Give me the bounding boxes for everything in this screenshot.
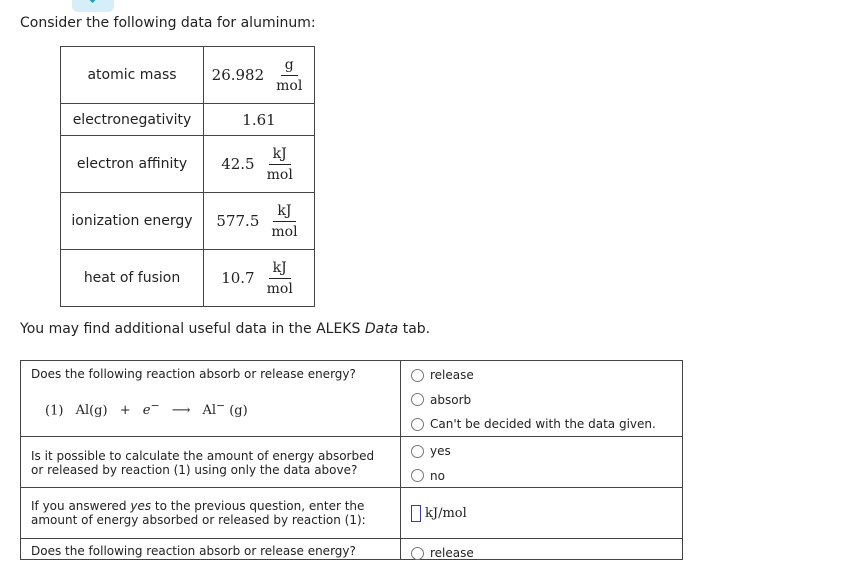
table-row [61,250,315,307]
question-4-options [401,539,682,559]
question-2 [21,437,682,488]
property-name: heat of fusion [61,250,204,307]
unit-fraction [272,57,306,94]
data-tab-link: Data [364,321,399,337]
unit-numerator: kJ [269,146,291,165]
question-1 [21,361,682,437]
option-release[interactable]: release [411,363,672,388]
value-number: 10.7 [221,269,255,287]
unit-numerator: g [281,57,298,76]
option-no[interactable]: no [411,464,672,489]
radio-button[interactable] [411,469,424,482]
unit-fraction [263,260,297,297]
question-2-options [401,437,682,487]
question-2-prompt: Is it possible to calculate the amount of energy absorbed or released by reaction (1) using only the data above? [21,437,401,487]
question-4 [21,539,682,560]
property-value: 1.61 [204,104,315,136]
unit-fraction [263,146,297,183]
properties-table [60,46,315,307]
question-table [20,360,683,560]
property-name: atomic mass [61,47,204,104]
radio-button[interactable] [411,369,424,382]
option-release[interactable]: release [411,541,672,566]
unit-numerator: kJ [273,203,295,222]
intro-text: Consider the following data for aluminum: [20,15,316,31]
question-3-answer [401,488,682,538]
value-number: 42.5 [221,155,255,173]
option-yes[interactable]: yes [411,439,672,464]
property-name: ionization energy [61,193,204,250]
table-row [61,47,315,104]
answer-unit: kJ/mol [425,505,467,521]
unit-denominator: mol [266,280,293,297]
data-tab-note: You may find additional useful data in the ALEKS Data tab. [20,321,431,337]
reaction-equation: (1) Al(g) + e− ⟶ Al− (g) [45,399,248,419]
question-1-options [401,361,682,436]
value-number: 26.982 [211,66,265,84]
table-row [61,193,315,250]
unit-fraction [267,203,301,240]
unit-denominator: mol [276,77,303,94]
unit-denominator: mol [271,223,298,240]
property-value [204,193,315,250]
property-value [204,136,315,193]
radio-button[interactable] [411,547,424,560]
question-4-prompt: Does the following reaction absorb or release energy? [21,539,401,559]
radio-button[interactable] [411,418,424,431]
table-row [61,104,315,136]
unit-denominator: mol [266,166,293,183]
question-3 [21,488,682,539]
property-name: electronegativity [61,104,204,136]
radio-button[interactable] [411,445,424,458]
unit-numerator: kJ [269,260,291,279]
question-3-prompt: If you answered yes to the previous question, enter the amount of energy absorbed or released by reaction (1): [21,488,401,538]
property-value [204,47,315,104]
table-row [61,136,315,193]
question-1-prompt [21,361,401,436]
collapse-tab[interactable] [72,0,114,12]
property-name: electron affinity [61,136,204,193]
value-number: 577.5 [216,212,260,230]
option-cant-decide[interactable]: Can't be decided with the data given. [411,412,672,437]
radio-button[interactable] [411,393,424,406]
option-absorb[interactable]: absorb [411,388,672,413]
question-text: Does the following reaction absorb or release energy? [31,367,356,381]
energy-answer-input[interactable] [411,505,421,522]
chevron-down-icon [86,0,99,3]
property-value [204,250,315,307]
